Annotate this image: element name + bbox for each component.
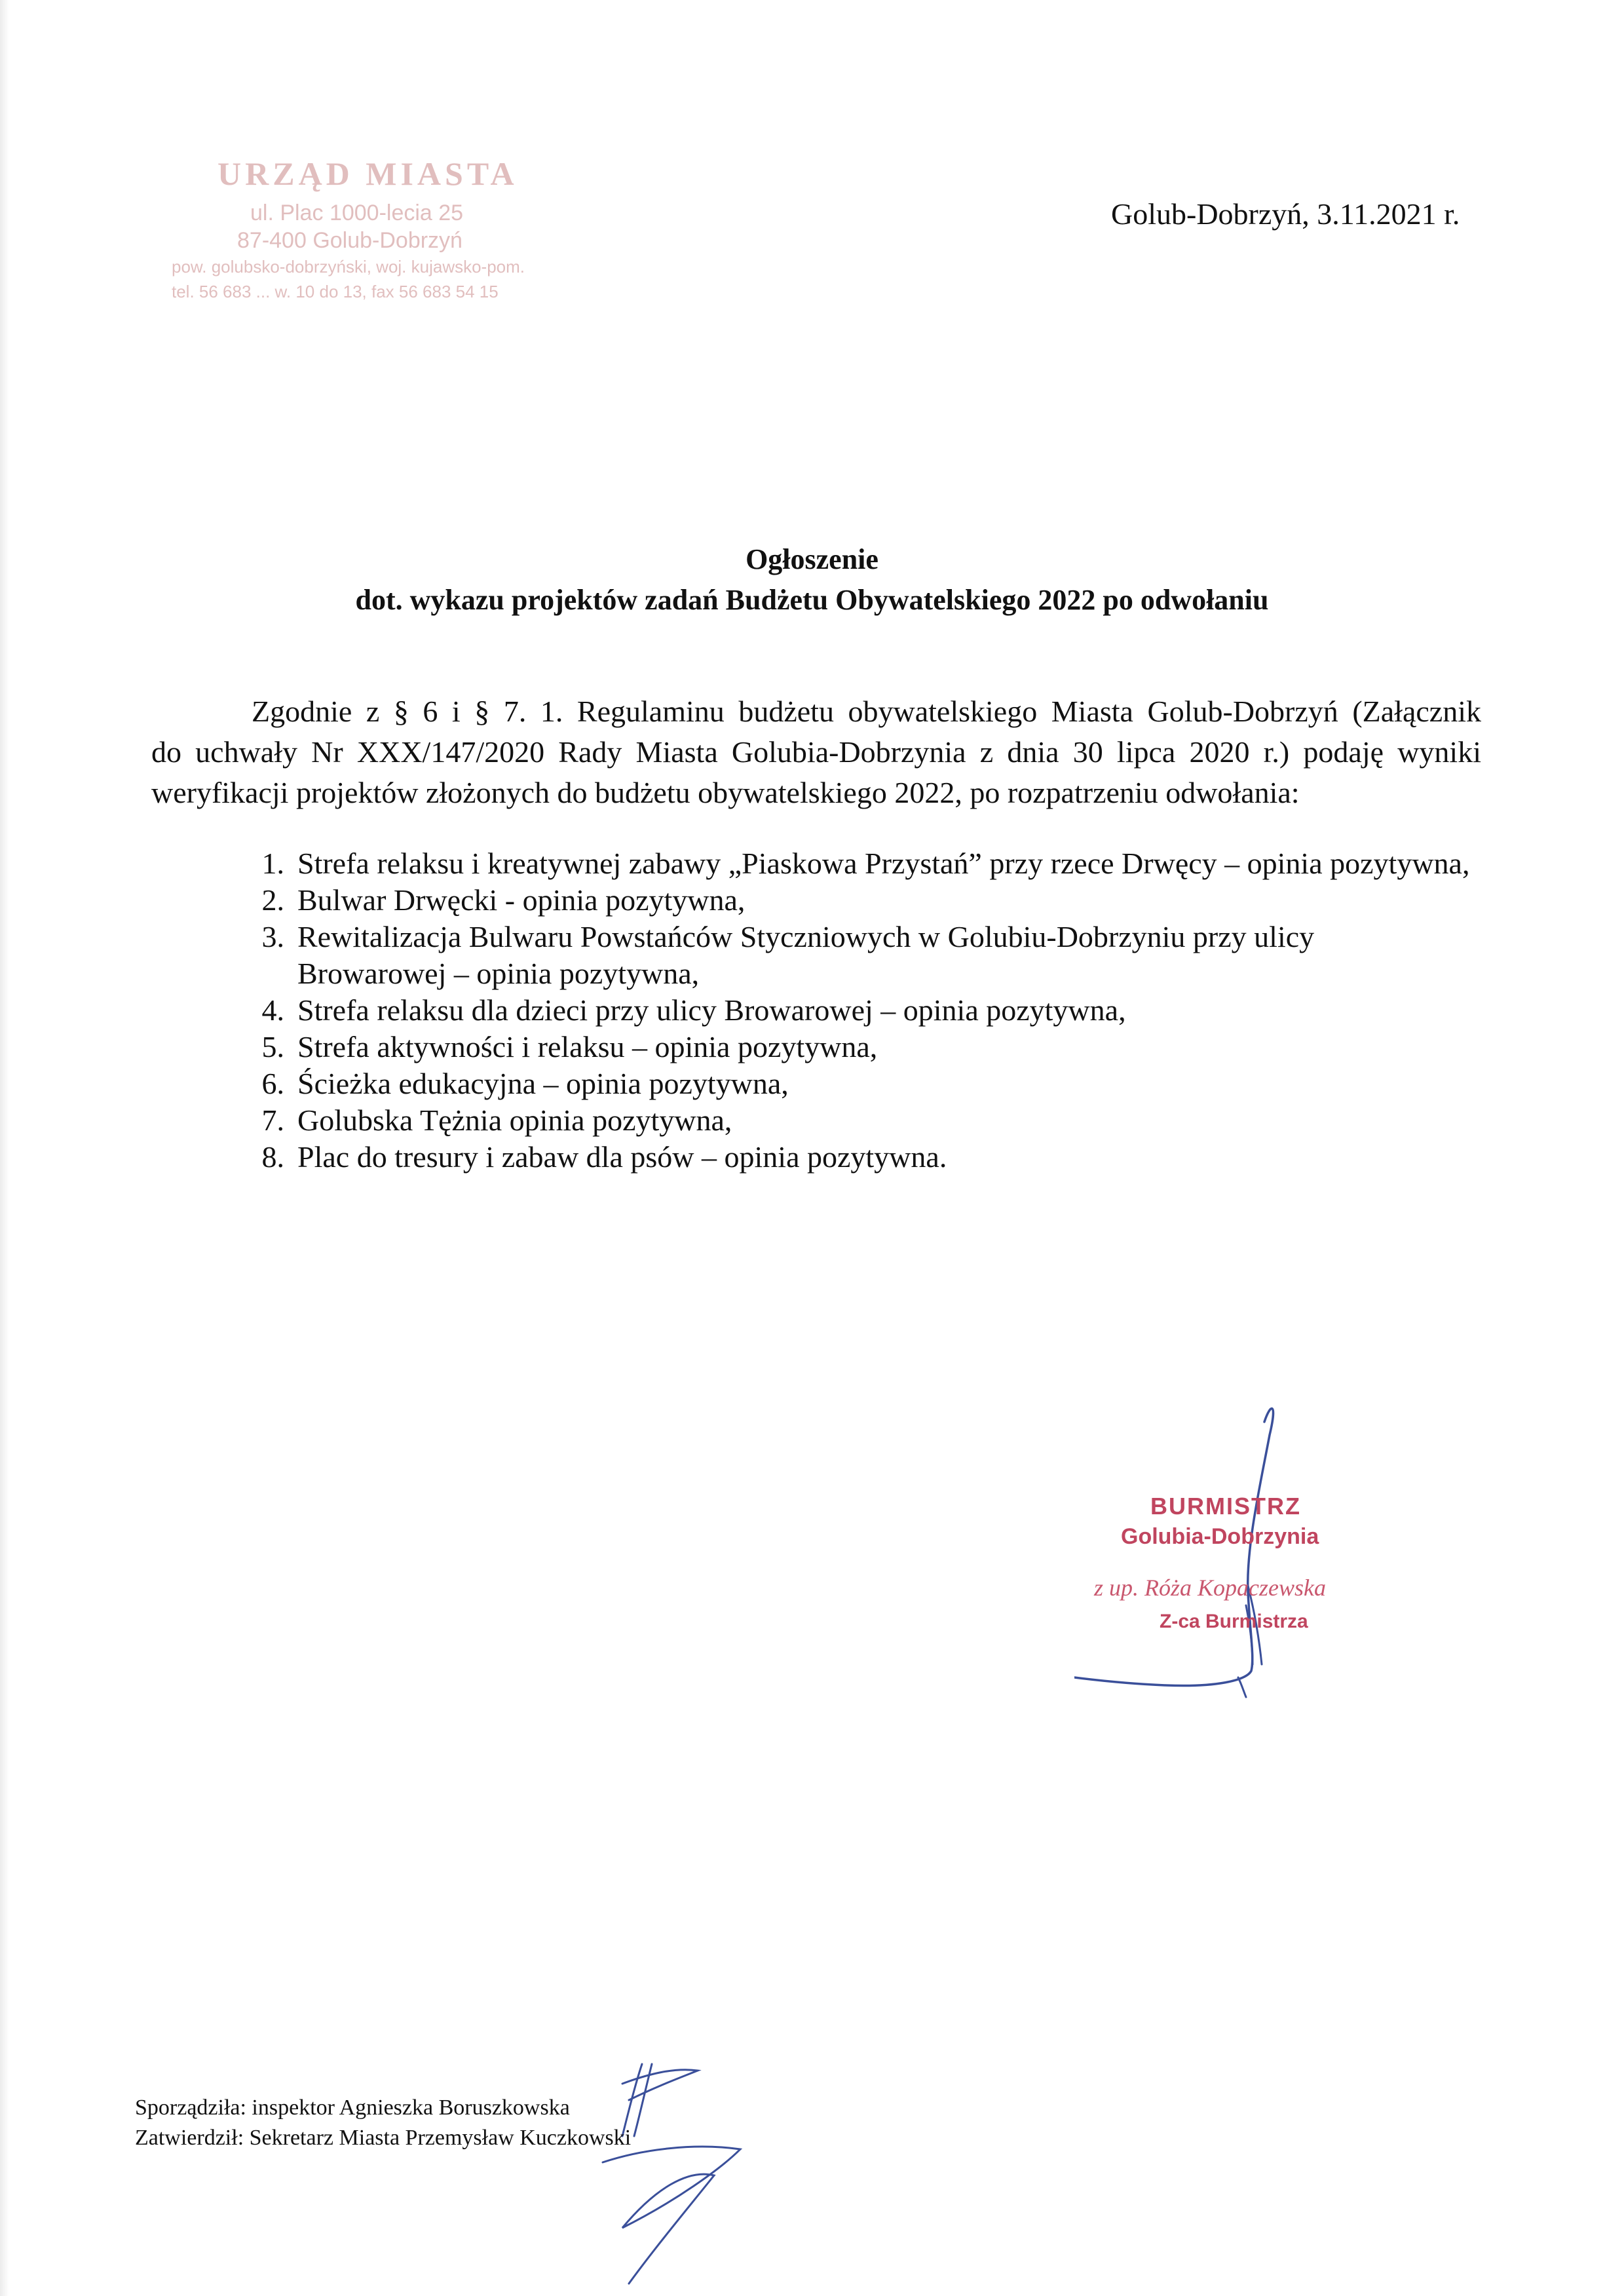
list-item-text: Rewitalizacja Bulwaru Powstańców Styczniowych w Golubiu-Dobrzyniu przy ulicy Browarowej – opinia pozytywna, [297, 920, 1315, 990]
list-item-number: 8. [261, 1140, 284, 1174]
list-item-text: Plac do tresury i zabaw dla psów – opinia pozytywna. [297, 1140, 947, 1174]
list-item-text: Strefa relaksu dla dzieci przy ulicy Browarowej – opinia pozytywna, [297, 993, 1126, 1027]
list-item-text: Strefa aktywności i relaksu – opinia pozytywna, [297, 1030, 878, 1063]
list-item [245, 919, 1483, 992]
list-item-number: 3. [261, 920, 284, 953]
signature-block [1074, 1389, 1441, 1730]
document-title: Ogłoszenie [746, 543, 878, 575]
list-item [245, 845, 1483, 882]
intro-line: Zgodnie z § 6 i § 7. 1. Regulaminu budżetu obywatelskiego Miasta Golub-Dobrzyń (Załącznik [252, 695, 1481, 728]
office-stamp-address: ul. Plac 1000-lecia 25 [250, 201, 464, 225]
list-item [245, 1139, 1483, 1176]
projects-list [245, 845, 1483, 1176]
list-item-number: 4. [261, 993, 284, 1027]
intro-paragraph [151, 691, 1481, 813]
office-stamp-phone: tel. 56 683 ... w. 10 do 13, fax 56 683 54 15 [172, 282, 499, 301]
list-item-text: Golubska Tężnia opinia pozytywna, [297, 1103, 732, 1137]
list-item [245, 1102, 1483, 1139]
list-item [245, 992, 1483, 1029]
office-stamp-title: URZĄD MIASTA [217, 155, 518, 192]
list-item-number: 1. [261, 847, 284, 880]
list-item [245, 1065, 1483, 1102]
approved-by: Zatwierdził: Sekretarz Miasta Przemysław Kuczkowski [135, 2126, 632, 2150]
signature-stamp-name: z up. Róża Kopaczewska [1094, 1575, 1326, 1601]
signature-stamp-city: Golubia-Dobrzynia [1121, 1524, 1319, 1549]
document-date: Golub-Dobrzyń, 3.11.2021 r. [1111, 197, 1460, 231]
list-item-text: Strefa relaksu i kreatywnej zabawy „Piaskowa Przystań” przy rzece Drwęcy – opinia pozytywna, [297, 847, 1470, 880]
intro-line: weryfikacji projektów złożonych do budżetu obywatelskiego 2022, po rozpatrzeniu odwołania: [151, 776, 1300, 809]
office-stamp-city: 87-400 Golub-Dobrzyń [237, 228, 463, 253]
list-item [245, 1029, 1483, 1065]
office-stamp-region: pow. golubsko-dobrzyński, woj. kujawsko-pom. [172, 257, 525, 277]
document-footer [135, 2093, 631, 2153]
signature-stamp-role: Z-ca Burmistrza [1160, 1611, 1308, 1632]
list-item-number: 7. [261, 1103, 284, 1137]
footer-initials-signature [524, 2038, 760, 2287]
office-stamp [172, 155, 538, 312]
list-item [245, 882, 1483, 919]
handwritten-signature [1074, 1389, 1441, 1730]
list-item-text: Bulwar Drwęcki - opinia pozytywna, [297, 883, 746, 917]
scan-edge-shadow [0, 0, 9, 2296]
prepared-by: Sporządziła: inspektor Agnieszka Boruszkowska [135, 2095, 570, 2120]
document-subtitle: dot. wykazu projektów zadań Budżetu Obywatelskiego 2022 po odwołaniu [355, 584, 1269, 616]
list-item-number: 6. [261, 1067, 284, 1100]
list-item-number: 5. [261, 1030, 284, 1063]
list-item-text: Ścieżka edukacyjna – opinia pozytywna, [297, 1067, 789, 1100]
list-item-number: 2. [261, 883, 284, 917]
signature-stamp-title: BURMISTRZ [1150, 1493, 1301, 1520]
intro-line: do uchwały Nr XXX/147/2020 Rady Miasta Golubia-Dobrzynia z dnia 30 lipca 2020 r.) podaję wyniki [151, 735, 1481, 769]
